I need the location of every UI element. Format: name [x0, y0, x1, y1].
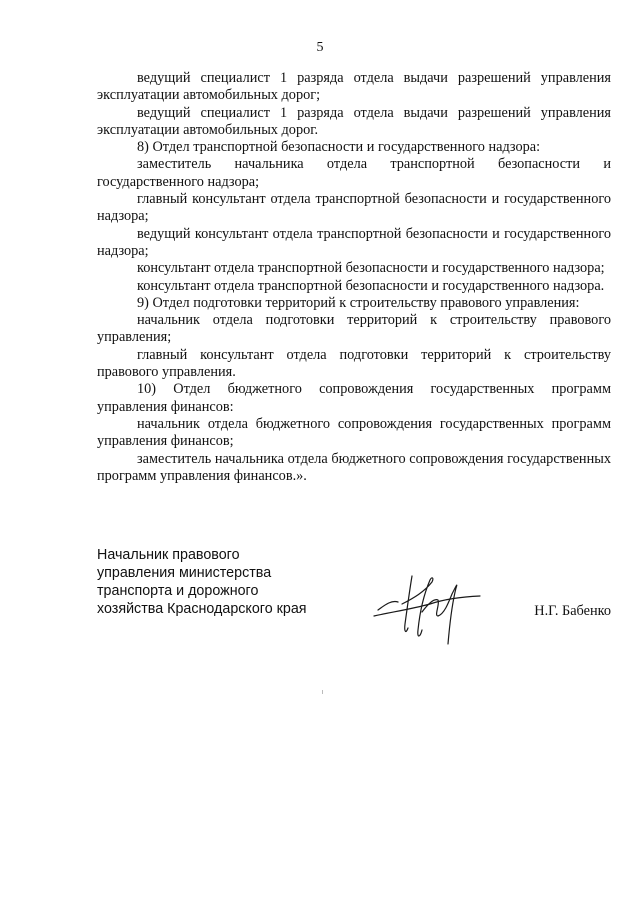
paragraph-deputy-head-budget: заместитель начальника отдела бюджетного сопровождения государственных программ управления финансов.». [97, 450, 611, 484]
paragraph-lead-specialist-1: ведущий специалист 1 разряда отдела выдачи разрешений управления эксплуатации автомобильных дорог; [97, 70, 611, 104]
paragraph-head-territory: начальник отдела подготовки территорий к строительству правового управления; [97, 312, 611, 346]
section-heading-8: 8) Отдел транспортной безопасности и государственного надзора: [137, 139, 541, 156]
page-number: 5 [316, 40, 324, 55]
signatory-title-line: Начальник правового [97, 547, 240, 563]
section-heading-10: 10) Отдел бюджетного сопровождения государственных программ управления финансов: [97, 381, 611, 415]
paragraph-deputy-head-transport: заместитель начальника отдела транспортной безопасности и государственного надзора; [97, 156, 611, 190]
signatory-title-line: хозяйства Краснодарского края [97, 601, 307, 617]
paragraph-chief-consultant-transport: главный консультант отдела транспортной безопасности и государственного надзора; [97, 191, 611, 225]
document-body [97, 70, 611, 485]
signatory-title-line: транспорта и дорожного [97, 583, 259, 599]
paragraph-head-budget: начальник отдела бюджетного сопровождения государственных программ управления финансов; [97, 415, 611, 450]
paragraph-lead-consultant-transport: ведущий консультант отдела транспортной безопасности и государственного надзора; [97, 225, 611, 259]
signature-block [97, 546, 611, 656]
paragraph-lead-specialist-2: ведущий специалист 1 разряда отдела выдачи разрешений управления эксплуатации автомобильных дорог. [97, 104, 611, 138]
handwritten-signature [372, 564, 492, 646]
signatory-name: Н.Г. Бабенко [534, 603, 611, 619]
section-heading-9: 9) Отдел подготовки территорий к строительству правового управления: [137, 294, 580, 311]
scan-artifact [322, 690, 323, 694]
signatory-title-line: управления министерства [97, 565, 272, 581]
paragraph-consultant-transport-1: консультант отдела транспортной безопасности и государственного надзора; [137, 260, 605, 277]
signatory-title [97, 546, 307, 618]
paragraph-chief-consultant-territory: главный консультант отдела подготовки территорий к строительству правового управления. [97, 346, 611, 381]
paragraph-consultant-transport-2: консультант отдела транспортной безопасности и государственного надзора. [137, 277, 605, 294]
